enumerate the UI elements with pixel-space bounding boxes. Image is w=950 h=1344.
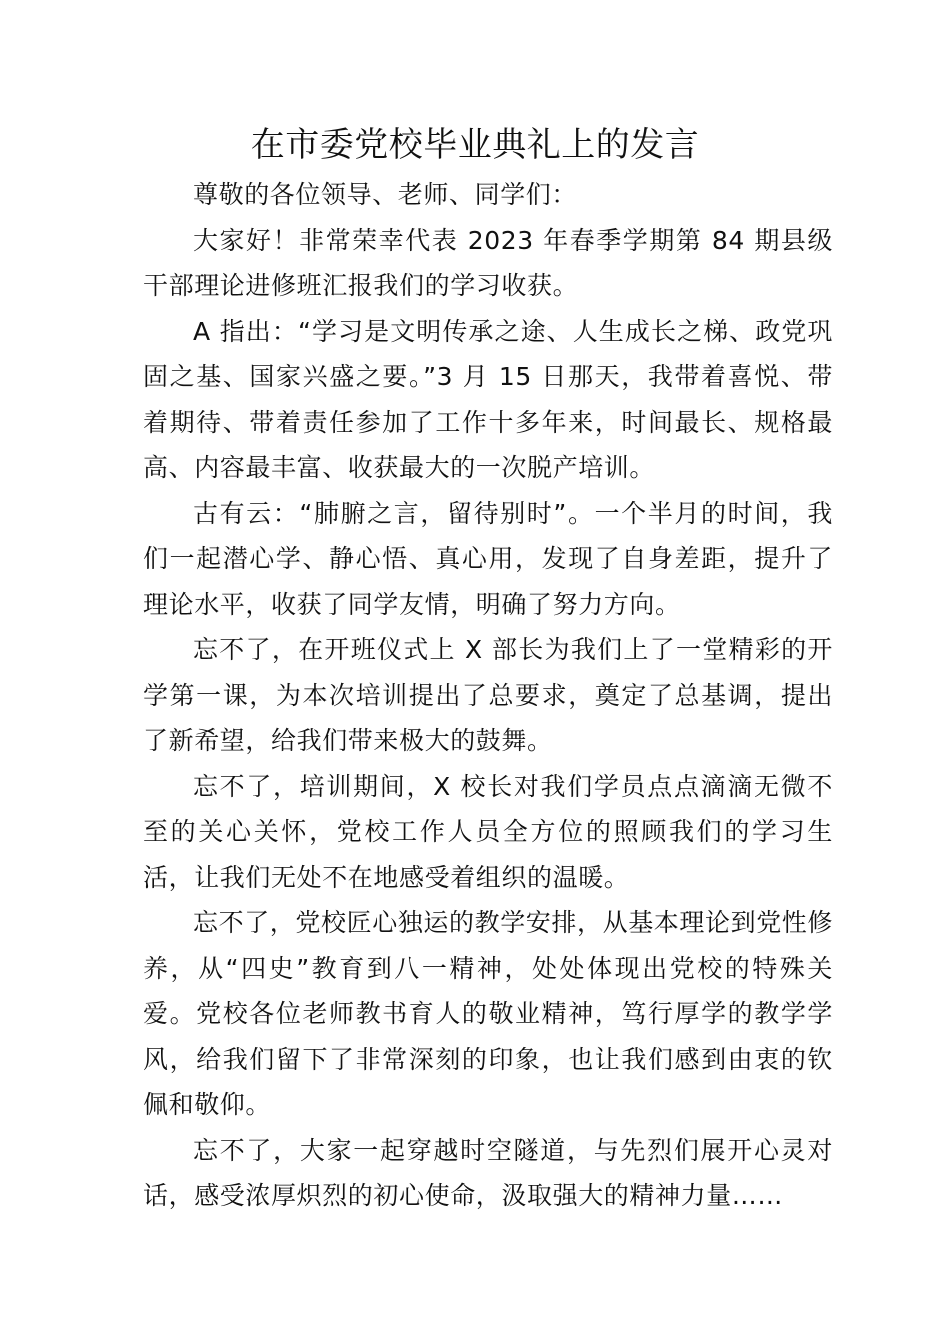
- paragraph-teaching: 忘不了，党校匠心独运的教学安排，从基本理论到党性修养，从“四史”教育到八一精神，处处体现出党校的特殊关爱。党校各位老师教书育人的敬业精神，笃行厚学的教学学风，给我们留下了非常深刻的印象，也让我们感到由衷的钦佩和敬仰。: [143, 908, 834, 1119]
- paragraph-care: 忘不了，培训期间，X 校长对我们学员点点滴滴无微不至的关心关怀，党校工作人员全方位的照顾我们的学习生活，让我们无处不在地感受着组织的温暖。: [143, 771, 833, 892]
- document-body: [143, 172, 833, 1219]
- paragraph-opening-ceremony: 忘不了，在开班仪式上 X 部长为我们上了一堂精彩的开学第一课，为本次培训提出了总要求，奠定了总基调，提出了新希望，给我们带来极大的鼓舞。: [143, 635, 833, 755]
- paragraph-salutation: 尊敬的各位领导、老师、同学们：: [193, 180, 578, 209]
- paragraph-ancient-saying: 古有云：“肺腑之言，留待别时”。一个半月的时间，我们一起潜心学、静心悟、真心用，发现了自身差距，提升了理论水平，收获了同学友情，明确了努力方向。: [143, 498, 833, 619]
- paragraph-greeting: 大家好！非常荣幸代表 2023 年春季学期第 84 期县级干部理论进修班汇报我们的学习收获。: [143, 225, 833, 300]
- paragraph-quote: A 指出：“学习是文明传承之途、人生成长之梯、政党巩固之基、国家兴盛之要。”3 月 15 日那天，我带着喜悦、带着期待、带着责任参加了工作十多年来，时间最长、规格最高、内容最丰富、收获最大的一次脱产培训。: [143, 316, 833, 482]
- document-title: 在市委党校毕业典礼上的发言: [250, 125, 700, 165]
- paragraph-spirit: 忘不了，大家一起穿越时空隧道，与先烈们展开心灵对话，感受浓厚炽烈的初心使命，汲取强大的精神力量……: [143, 1135, 833, 1210]
